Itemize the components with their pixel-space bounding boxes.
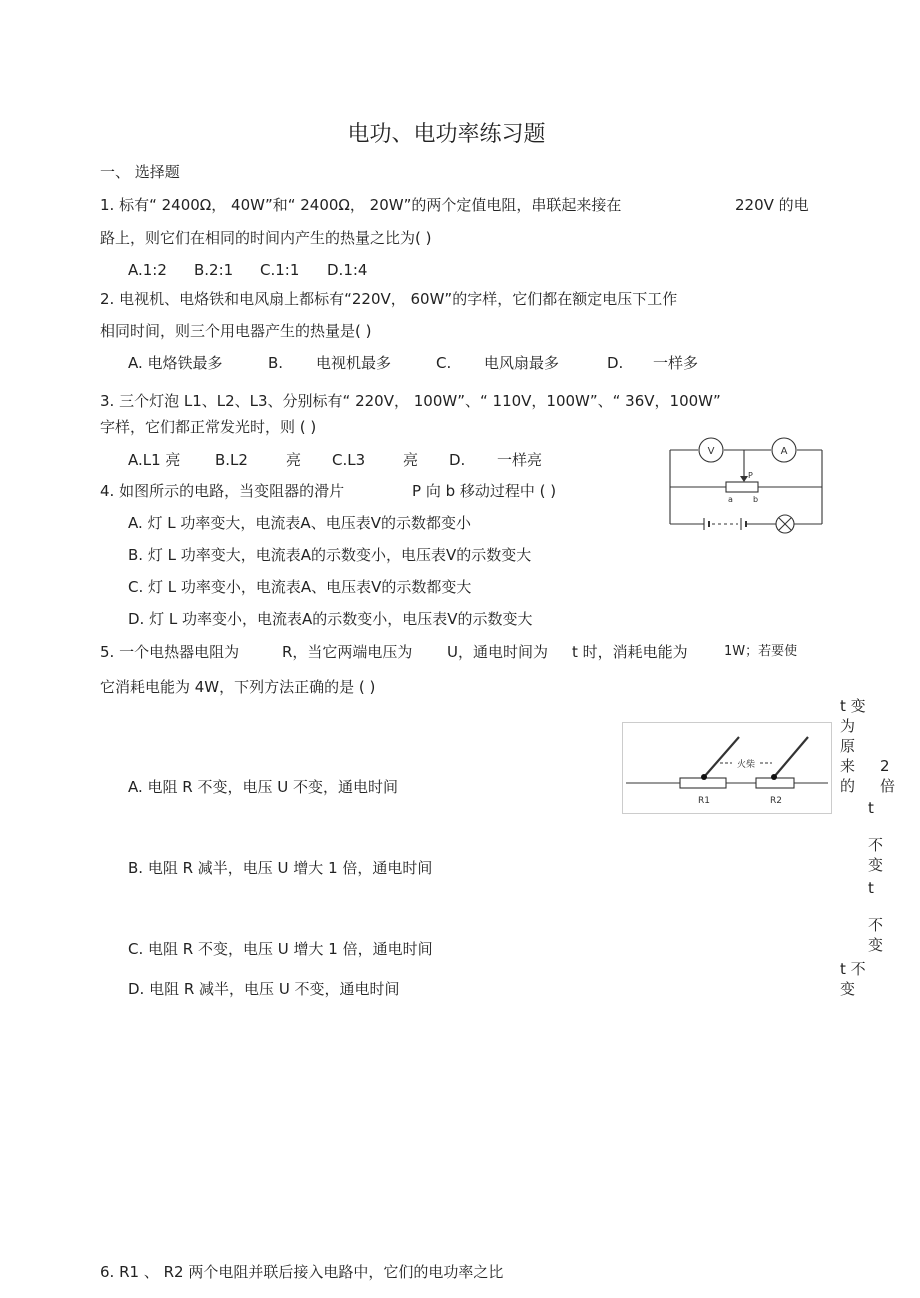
ammeter-icon	[772, 438, 796, 462]
q2-option-b-text: 电视机最多	[316, 354, 392, 372]
q5-margin-1: t 变	[840, 697, 866, 715]
match-head-2	[771, 774, 777, 780]
q3-option-d-text: 一样亮	[497, 451, 543, 469]
battery-icon	[704, 518, 746, 530]
match-label: 火柴	[736, 760, 756, 770]
slider-label: P	[748, 471, 753, 480]
q4-option-b: B. 灯 L 功率变大，电流表A的示数变小，电压表V的示数变大	[128, 546, 532, 564]
q4-option-c: C. 灯 L 功率变小，电流表A、电压表V的示数都变大	[128, 578, 472, 596]
q5-line1-part4: t 时，消耗电能为	[572, 643, 688, 661]
q5-margin-6: 的	[840, 777, 856, 795]
match-head-1	[701, 774, 707, 780]
q4-line1b: P 向 b 移动过程中 ( )	[412, 482, 557, 500]
q2-option-a: A. 电烙铁最多	[128, 354, 223, 372]
q5-line1-part1: 5. 一个电热器电阻为	[100, 643, 240, 661]
q3-option-d: D.	[449, 451, 466, 469]
q5-line1-part3: U，通电时间为	[447, 643, 548, 661]
q3-option-c-text: 亮	[403, 451, 419, 469]
q5-line2: 它消耗电能为 4W，下列方法正确的是 ( )	[100, 678, 376, 696]
q1-option-a: A.1:2	[128, 261, 167, 279]
q3-option-b: B.L2	[215, 451, 248, 469]
q5-margin-13: 变	[868, 936, 884, 954]
q3-line2: 字样，它们都正常发光时，则 ( )	[100, 418, 317, 436]
q4-option-a: A. 灯 L 功率变大，电流表A、电压表V的示数都变小	[128, 514, 471, 532]
q2-option-d: D.	[607, 354, 624, 372]
r1-label: R1	[698, 796, 710, 806]
q5-margin-4: 来	[840, 757, 856, 775]
r2-label: R2	[770, 796, 782, 806]
q3-option-b-text: 亮	[286, 451, 302, 469]
q2-line2: 相同时间，则三个用电器产生的热量是( )	[100, 322, 372, 340]
q5-margin-14: t 不	[840, 960, 866, 978]
q5-resistor-diagram	[622, 722, 832, 814]
voltmeter-icon	[699, 438, 723, 462]
q3-line1: 3. 三个灯泡 L1、L2、L3、分别标有“ 220V， 100W”、“ 110V，100W”、“ 36V，100W”	[100, 392, 721, 410]
svg-text:A: A	[780, 446, 788, 457]
q3-option-c: C.L3	[332, 451, 366, 469]
rheostat-end-b: b	[753, 495, 759, 504]
q1-option-d: D.1:4	[327, 261, 368, 279]
q1-line1: 1. 标有“ 2400Ω， 40W”和“ 2400Ω， 20W”的两个定值电阻，串联起来接在	[100, 196, 622, 214]
q5-margin-5: 2	[880, 757, 890, 775]
q4-option-d: D. 灯 L 功率变小，电流表A的示数变小，电压表V的示数变大	[128, 610, 533, 628]
q5-margin-12: 不	[868, 916, 884, 934]
q1-option-b: B.2:1	[194, 261, 234, 279]
page-title: 电功、电功率练习题	[347, 122, 546, 147]
q2-option-c: C.	[436, 354, 452, 372]
q2-option-d-text: 一样多	[653, 354, 699, 372]
q5-margin-8: t	[868, 799, 874, 817]
section-heading: 一、 选择题	[100, 163, 180, 181]
slider-arrow-icon	[740, 476, 748, 482]
q2-option-b: B.	[268, 354, 284, 372]
q5-margin-3: 原	[840, 737, 856, 755]
lamp-icon	[776, 515, 794, 533]
q5-option-d: D. 电阻 R 减半，电压 U 不变，通电时间	[128, 980, 400, 998]
q5-margin-11: t	[868, 879, 874, 897]
rheostat-end-a: a	[728, 495, 733, 504]
q5-option-a: A. 电阻 R 不变，电压 U 不变，通电时间	[128, 778, 399, 796]
q5-line1-part2: R，当它两端电压为	[282, 643, 413, 661]
q4-line1a: 4. 如图所示的电路，当变阻器的滑片	[100, 482, 345, 500]
q5-margin-2: 为	[840, 717, 856, 735]
q5-margin-15: 变	[840, 980, 856, 998]
q1-option-c: C.1:1	[260, 261, 300, 279]
svg-text:V: V	[707, 446, 715, 457]
q3-option-a: A.L1 亮	[128, 451, 181, 469]
q2-option-c-text: 电风扇最多	[484, 354, 560, 372]
q1-line1b: 220V 的电	[735, 196, 809, 214]
q2-line1: 2. 电视机、电烙铁和电风扇上都标有“220V， 60W”的字样，它们都在额定电压下工作	[100, 290, 678, 308]
q4-circuit-diagram	[658, 432, 832, 542]
q5-option-b: B. 电阻 R 减半，电压 U 增大 1 倍，通电时间	[128, 859, 433, 877]
q5-margin-10: 变	[868, 856, 884, 874]
q5-line1-part5: 1W；若要使	[724, 644, 798, 659]
q5-margin-7: 倍	[880, 777, 896, 795]
q5-margin-9: 不	[868, 836, 884, 854]
q5-option-c: C. 电阻 R 不变，电压 U 增大 1 倍，通电时间	[128, 940, 433, 958]
q6-line1: 6. R1 、 R2 两个电阻并联后接入电路中，它们的电功率之比	[100, 1263, 504, 1281]
q1-line2: 路上，则它们在相同的时间内产生的热量之比为( )	[100, 229, 432, 247]
